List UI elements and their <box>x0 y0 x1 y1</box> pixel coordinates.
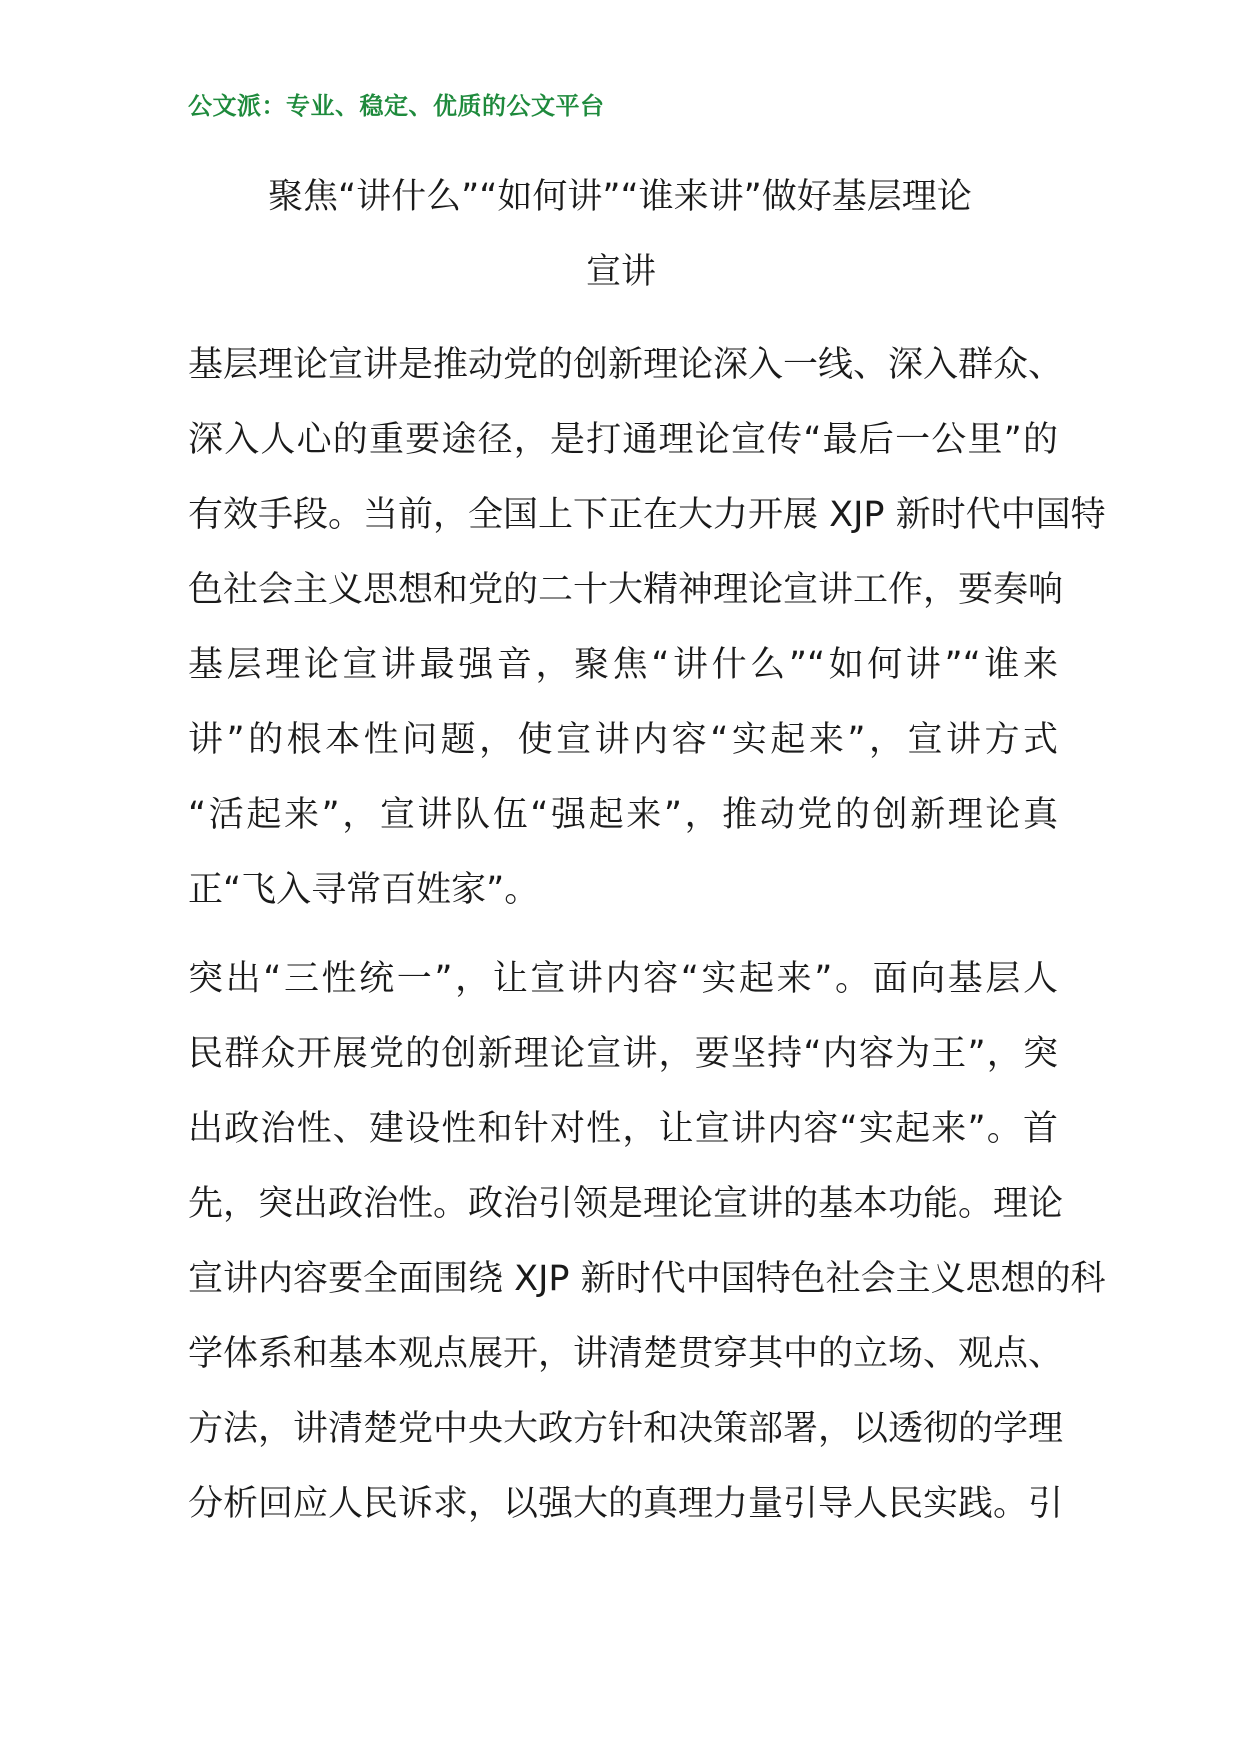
paragraph-line: 有效手段。当前，全国上下正在大力开展 XJP 新时代中国特 <box>188 495 1106 535</box>
paragraph-line: 民群众开展党的创新理论宣讲，要坚持“内容为王”，突 <box>188 1034 1058 1074</box>
paragraph-line: 方法，讲清楚党中央大政方针和决策部署，以透彻的学理 <box>188 1409 1064 1449</box>
paragraph-line: 正“飞入寻常百姓家”。 <box>188 870 540 910</box>
paragraph-line: 讲”的根本性问题，使宣讲内容“实起来”，宣讲方式 <box>188 720 1058 760</box>
paragraph-line: 基层理论宣讲是推动党的创新理论深入一线、深入群众、 <box>188 345 1064 385</box>
paragraph-line: “活起来”，宣讲队伍“强起来”，推动党的创新理论真 <box>188 795 1058 835</box>
paragraph-line: 先，突出政治性。政治引领是理论宣讲的基本功能。理论 <box>188 1184 1064 1224</box>
document-title-line-2: 宣讲 <box>585 252 656 292</box>
paragraph-line: 色社会主义思想和党的二十大精神理论宣讲工作，要奏响 <box>188 570 1064 610</box>
document-title-line-1: 聚焦“讲什么”“如何讲”“谁来讲”做好基层理论 <box>268 177 972 217</box>
paragraph-line: 深入人心的重要途径，是打通理论宣传“最后一公里”的 <box>188 420 1058 460</box>
paragraph-line: 宣讲内容要全面围绕 XJP 新时代中国特色社会主义思想的科 <box>188 1259 1106 1299</box>
paragraph-line: 分析回应人民诉求，以强大的真理力量引导人民实践。引 <box>188 1484 1064 1524</box>
paragraph-line: 出政治性、建设性和针对性，让宣讲内容“实起来”。首 <box>188 1109 1058 1149</box>
paragraph-1 <box>188 328 1106 928</box>
paragraph-2 <box>188 942 1106 1542</box>
site-header-slogan: 公文派：专业、稳定、优质的公文平台 <box>188 92 605 120</box>
paragraph-line: 突出“三性统一”，让宣讲内容“实起来”。面向基层人 <box>188 959 1058 999</box>
paragraph-line: 基层理论宣讲最强音，聚焦“讲什么”“如何讲”“谁来 <box>188 645 1058 685</box>
paragraph-line: 学体系和基本观点展开，讲清楚贯穿其中的立场、观点、 <box>188 1334 1064 1374</box>
